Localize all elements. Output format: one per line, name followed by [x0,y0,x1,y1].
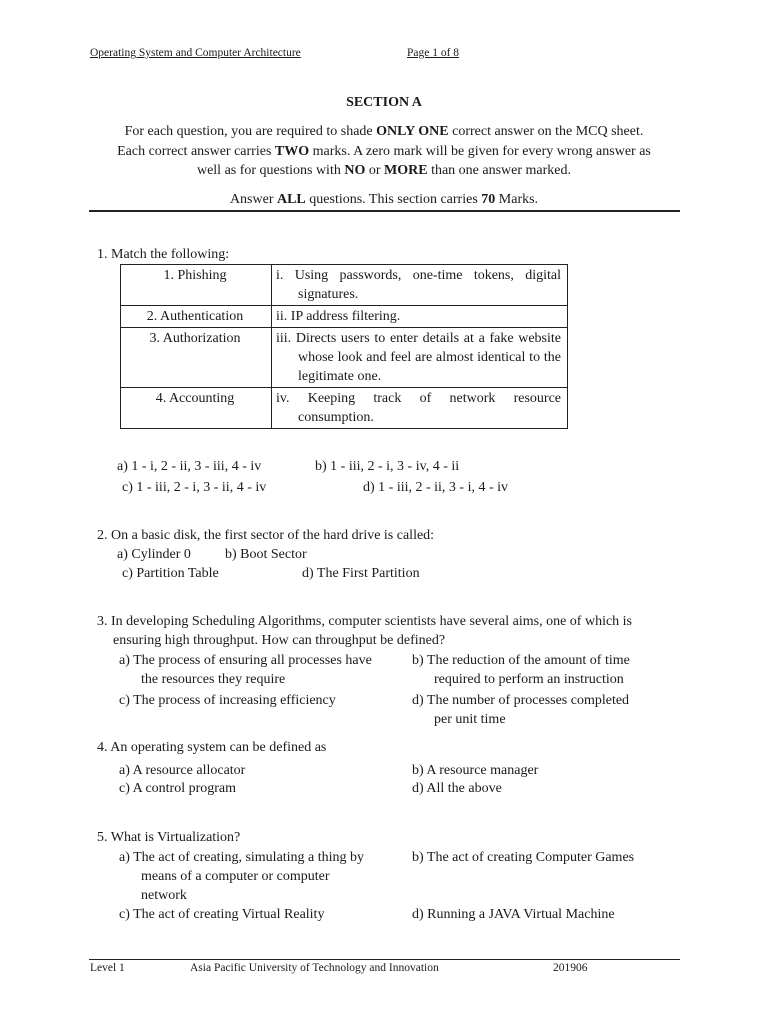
instruction-line-1 [0,122,768,141]
table-row [121,328,568,388]
option-text: b) The reduction of the amount of time [412,653,630,668]
q5-stem: 5. What is Virtualization? [97,830,241,845]
q3-stem-line-2: ensuring high throughput. How can throughput be defined? [113,633,446,648]
q1-option-d[interactable]: d) 1 - iii, 2 - ii, 3 - i, 4 - iv [363,480,509,495]
instruction-text: Marks. [495,192,539,207]
table-cell-text: i. Using passwords, one-time tokens, digital signatures. [276,268,561,302]
q5-option-b[interactable]: b) The act of creating Computer Games [412,850,635,865]
q1-match-table [120,264,568,429]
instruction-text: Each correct answer carries [117,144,275,159]
option-text: a) The process of ensuring all processes have [119,653,372,668]
course-title: Operating System and Computer Architecture [90,47,301,59]
q3-option-c[interactable]: c) The process of increasing efficiency [119,693,336,708]
q2-option-b[interactable]: b) Boot Sector [225,547,307,562]
q1-option-b[interactable]: b) 1 - iii, 2 - i, 3 - iv, 4 - ii [315,459,460,474]
q1-option-a[interactable]: a) 1 - i, 2 - ii, 3 - iii, 4 - iv [117,459,262,474]
q2-stem: 2. On a basic disk, the first sector of the hard drive is called: [97,528,435,543]
instruction-emphasis: 70 [481,192,496,207]
q2-option-c[interactable]: c) Partition Table [122,566,219,581]
table-cell-right [272,265,568,306]
table-cell-left: 2. Authentication [121,306,272,328]
section-divider [89,210,680,212]
option-text: network [141,888,187,903]
table-cell-text: iii. Directs users to enter details at a fake website whose look and feel are almost identical to the legitimate one. [276,331,561,384]
q4-stem: 4. An operating system can be defined as [97,740,327,755]
instruction-text: Answer [229,192,277,207]
instruction-text: or [365,163,385,178]
q2-option-d[interactable]: d) The First Partition [302,566,420,581]
footer-university: Asia Pacific University of Technology and Innovation [190,962,439,974]
q1-option-c[interactable]: c) 1 - iii, 2 - i, 3 - ii, 4 - iv [122,480,267,495]
q5-option-d[interactable]: d) Running a JAVA Virtual Machine [412,907,615,922]
instruction-text: questions. This section carries [305,192,482,207]
q3-option-a[interactable] [119,651,372,689]
option-text: d) The number of processes completed [412,693,630,708]
q1-stem: 1. Match the following: [97,247,230,262]
table-cell-text: ii. IP address filtering. [276,309,401,324]
table-cell-left: 1. Phishing [121,265,272,306]
instruction-line-3 [0,161,768,180]
instruction-line-2 [0,142,768,161]
instruction-text: marks. A zero mark will be given for every wrong answer as [309,144,651,159]
table-cell-right [272,306,568,328]
table-cell-left: 4. Accounting [121,388,272,429]
table-row [121,265,568,306]
q3-stem-line-1: 3. In developing Scheduling Algorithms, computer scientists have several aims, one of which is [97,614,633,629]
instruction-emphasis: NO [344,163,366,178]
table-cell-text: iv. Keeping track of network resource consumption. [276,391,561,425]
instruction-text: well as for questions with [196,163,345,178]
footer-divider [89,959,680,960]
page-number: Page 1 of 8 [407,47,460,59]
option-text: a) The act of creating, simulating a thing by [119,850,365,865]
footer-code: 201906 [553,962,588,974]
q5-option-c[interactable]: c) The act of creating Virtual Reality [119,907,325,922]
instruction-text: For each question, you are required to shade [124,124,377,139]
q4-option-a[interactable]: a) A resource allocator [119,763,246,778]
q3-option-d[interactable] [412,691,629,729]
q3-option-b[interactable] [412,651,630,689]
instruction-emphasis: ALL [276,192,306,207]
q2-option-a[interactable]: a) Cylinder 0 [117,547,191,562]
q4-option-c[interactable]: c) A control program [119,781,237,796]
instruction-text: correct answer on the MCQ sheet. [448,124,644,139]
option-text: per unit time [434,712,506,727]
q4-option-b[interactable]: b) A resource manager [412,763,539,778]
q5-option-a[interactable] [119,848,364,905]
option-text: the resources they require [141,672,286,687]
instruction-emphasis: TWO [274,144,310,159]
section-title: SECTION A [346,95,422,110]
table-row [121,306,568,328]
table-cell-left: 3. Authorization [121,328,272,388]
option-text: means of a computer or computer [141,869,330,884]
instruction-emphasis: ONLY ONE [376,124,449,139]
footer-level: Level 1 [90,962,125,974]
instruction-text: than one answer marked. [427,163,572,178]
instruction-emphasis: MORE [384,163,428,178]
table-cell-right [272,328,568,388]
option-text: required to perform an instruction [434,672,624,687]
table-row [121,388,568,429]
table-cell-right [272,388,568,429]
q4-option-d[interactable]: d) All the above [412,781,502,796]
instruction-line-4 [0,190,768,209]
